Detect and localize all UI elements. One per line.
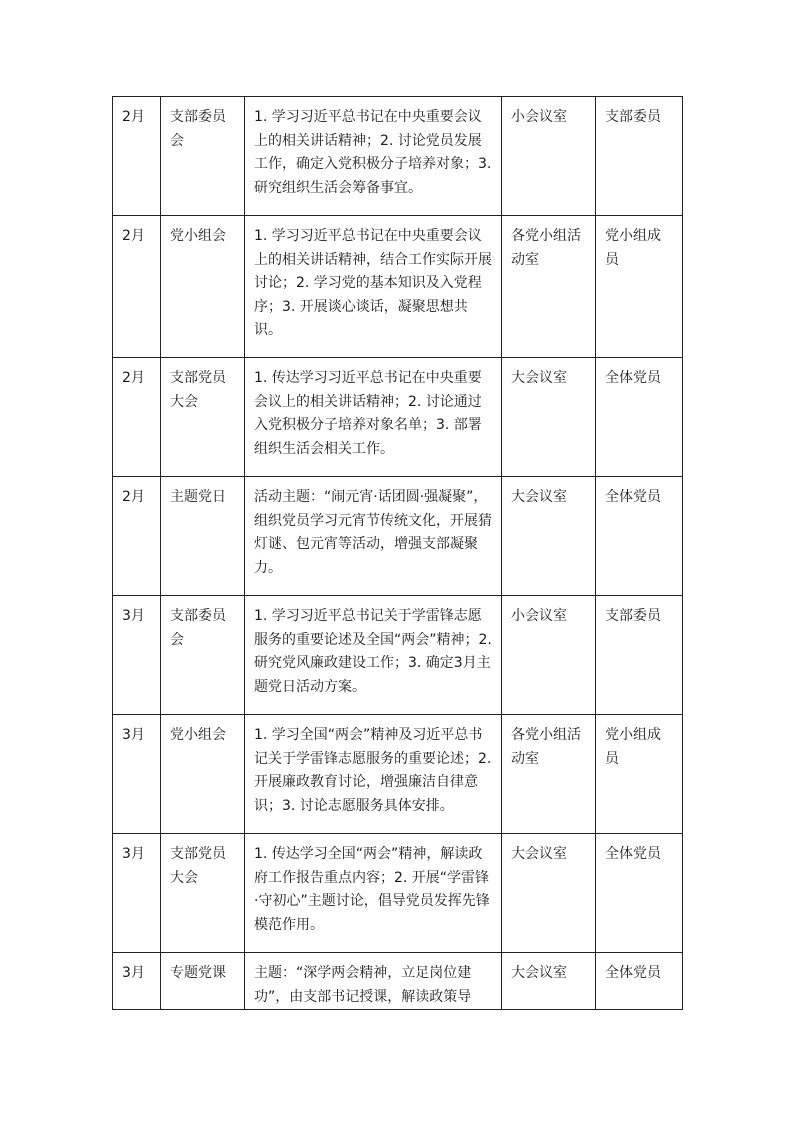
location-cell: 各党小组活动室	[502, 216, 596, 358]
month-cell: 3月	[113, 596, 161, 715]
party-activity-schedule-table	[112, 96, 683, 1010]
table-row	[113, 477, 683, 596]
month-cell: 2月	[113, 216, 161, 358]
participants-cell: 全体党员	[596, 477, 683, 596]
content-cell: 1. 学习习近平总书记关于学雷锋志愿服务的重要论述及全国“两会”精神；2. 研究党风廉政建设工作；3. 确定3月主题党日活动方案。	[245, 596, 502, 715]
month-cell: 2月	[113, 358, 161, 477]
participants-cell: 党小组成员	[596, 715, 683, 834]
participants-cell: 党小组成员	[596, 216, 683, 358]
activity-type-cell: 党小组会	[161, 715, 245, 834]
content-cell: 1. 学习习近平总书记在中央重要会议上的相关讲话精神；2. 讨论党员发展工作，确定入党积极分子培养对象；3. 研究组织生活会筹备事宜。	[245, 97, 502, 216]
table-row	[113, 358, 683, 477]
table-row	[113, 596, 683, 715]
participants-cell: 全体党员	[596, 834, 683, 953]
location-cell: 大会议室	[502, 477, 596, 596]
content-cell: 活动主题：“闹元宵·话团圆·强凝聚”，组织党员学习元宵节传统文化，开展猜灯谜、包元宵等活动，增强支部凝聚力。	[245, 477, 502, 596]
table-row	[113, 97, 683, 216]
location-cell: 大会议室	[502, 953, 596, 1010]
month-cell: 2月	[113, 97, 161, 216]
month-cell: 3月	[113, 715, 161, 834]
location-cell: 小会议室	[502, 97, 596, 216]
activity-type-cell: 支部委员会	[161, 596, 245, 715]
content-cell: 1. 学习习近平总书记在中央重要会议上的相关讲话精神，结合工作实际开展讨论；2. 学习党的基本知识及入党程序；3. 开展谈心谈话，凝聚思想共识。	[245, 216, 502, 358]
table-row	[113, 715, 683, 834]
location-cell: 大会议室	[502, 834, 596, 953]
location-cell: 各党小组活动室	[502, 715, 596, 834]
table-row	[113, 216, 683, 358]
participants-cell: 支部委员	[596, 596, 683, 715]
activity-type-cell: 党小组会	[161, 216, 245, 358]
activity-type-cell: 主题党日	[161, 477, 245, 596]
content-text: 主题：“深学两会精神，立足岗位建功”，由支部书记授课，解读政策导	[254, 965, 472, 1005]
participants-cell: 全体党员	[596, 953, 683, 1010]
activity-type-cell: 支部党员大会	[161, 358, 245, 477]
month-cell: 3月	[113, 834, 161, 953]
location-cell: 小会议室	[502, 596, 596, 715]
participants-cell: 支部委员	[596, 97, 683, 216]
activity-type-cell: 支部党员大会	[161, 834, 245, 953]
location-cell: 大会议室	[502, 358, 596, 477]
content-cell	[245, 953, 502, 1010]
activity-type-cell: 支部委员会	[161, 97, 245, 216]
table-row	[113, 953, 683, 1010]
participants-cell: 全体党员	[596, 358, 683, 477]
activity-type-cell: 专题党课	[161, 953, 245, 1010]
content-cell: 1. 传达学习习近平总书记在中央重要会议上的相关讲话精神；2. 讨论通过入党积极分子培养对象名单；3. 部署组织生活会相关工作。	[245, 358, 502, 477]
content-cell: 1. 传达学习全国“两会”精神，解读政府工作报告重点内容；2. 开展“学雷锋·守初心”主题讨论，倡导党员发挥先锋模范作用。	[245, 834, 502, 953]
month-cell: 3月	[113, 953, 161, 1010]
month-cell: 2月	[113, 477, 161, 596]
content-cell: 1. 学习全国“两会”精神及习近平总书记关于学雷锋志愿服务的重要论述；2. 开展廉政教育讨论，增强廉洁自律意识；3. 讨论志愿服务具体安排。	[245, 715, 502, 834]
table-row	[113, 834, 683, 953]
